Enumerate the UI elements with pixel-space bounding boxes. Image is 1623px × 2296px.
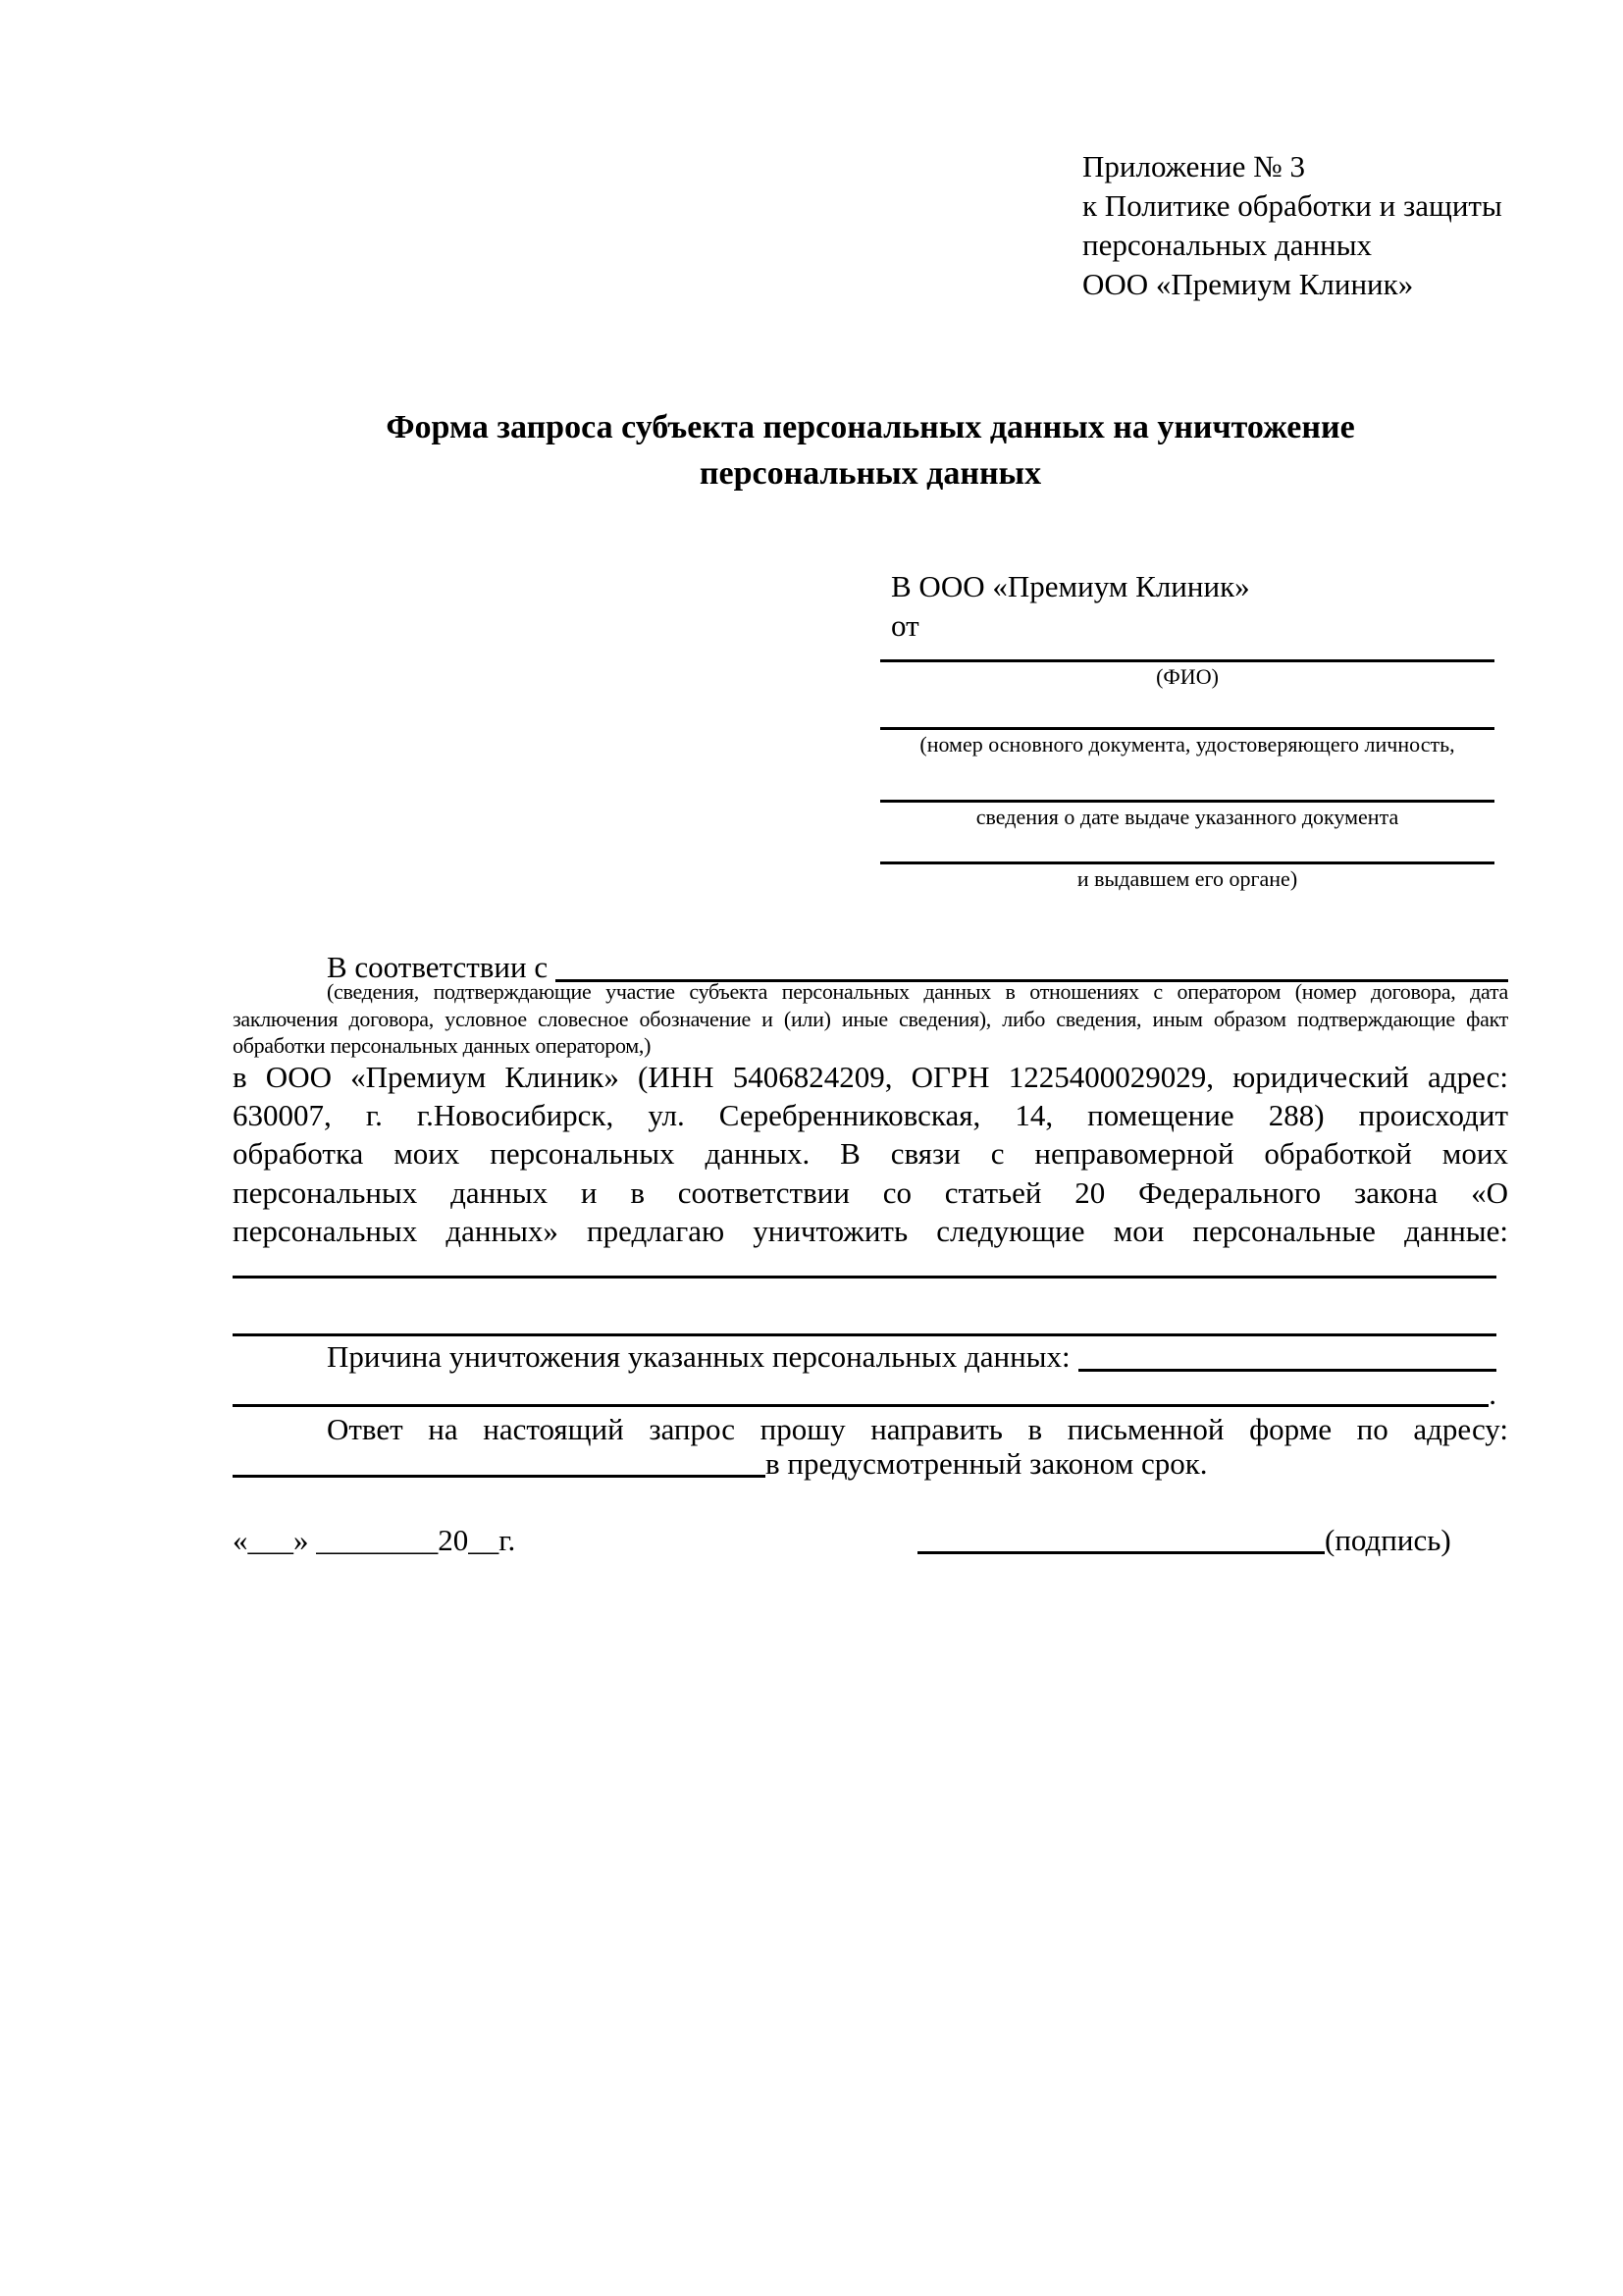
reason-fill-line <box>1078 1337 1496 1372</box>
doc-issuer-field-caption: и выдавшем его органе) <box>1076 866 1298 891</box>
appendix-line: к Политике обработки и защиты <box>1082 188 1502 223</box>
fine-print-line: (сведения, подтверждающие участие субъекта персональных данных в отношениях с оператором (номер договора, дата <box>327 979 1508 1004</box>
doc-issuer-field-line <box>880 861 1494 892</box>
accordance-fill-line <box>555 948 1508 982</box>
data-to-destroy-blank-line <box>233 1333 1496 1336</box>
body-line: персональных данных» предлагаю уничтожить следующие мои персональные данные: <box>233 1213 1508 1248</box>
reason-continuation-line <box>233 1404 1489 1407</box>
appendix-line: ООО «Премиум Клиник» <box>1082 267 1414 301</box>
answer-paragraph-line2 <box>233 1446 1508 1482</box>
addressee-block <box>880 567 1494 891</box>
reason-row <box>233 1337 1496 1377</box>
document-title-line: персональных данных <box>699 455 1042 492</box>
reason-continuation-row <box>233 1378 1496 1411</box>
body-line: персональных данных и в соответствии со статьей 20 Федерального закона «О <box>233 1174 1508 1210</box>
body-line: 630007, г. г.Новосибирск, ул. Серебренниковская, 14, помещение 288) происходит <box>233 1098 1508 1133</box>
answer-paragraph-line1: Ответ на настоящий запрос прошу направить в письменной форме по адресу: <box>327 1412 1508 1446</box>
fio-field-line <box>880 659 1494 690</box>
addressee-from-label: от <box>891 608 919 643</box>
period: . <box>1489 1377 1496 1411</box>
date-placeholder: «___» ________20__г. <box>233 1523 516 1557</box>
body-line: обработка моих персональных данных. В связи с неправомерной обработкой моих <box>233 1136 1508 1172</box>
addressee-to: В ООО «Премиум Клиник» <box>891 569 1250 603</box>
appendix-block <box>1082 147 1573 304</box>
reason-label: Причина уничтожения указанных персональных данных: <box>327 1339 1071 1374</box>
answer-suffix: в предусмотренный законом срок. <box>765 1446 1208 1481</box>
appendix-line: персональных данных <box>1082 228 1373 262</box>
document-title-line: Форма запроса субъекта персональных данных на уничтожение <box>386 409 1355 445</box>
address-fill-line <box>233 1475 765 1478</box>
fio-field-caption: (ФИО) <box>1156 664 1219 689</box>
signature-row <box>917 1521 1451 1560</box>
appendix-line: Приложение № 3 <box>1082 149 1305 183</box>
fine-print-line: обработки персональных данных оператором,) <box>233 1033 652 1058</box>
body-line: в ООО «Премиум Клиник» (ИНН 5406824209, ОГРН 1225400029029, юридический адрес: <box>233 1060 1508 1094</box>
body-paragraph <box>233 1058 1508 1250</box>
signature-line <box>917 1551 1325 1554</box>
doc-number-field-line <box>880 727 1494 757</box>
doc-issue-date-field-caption: сведения о дате выдаче указанного документа <box>975 805 1399 829</box>
fine-print-note <box>233 978 1508 1060</box>
doc-issue-date-field-line <box>880 800 1494 830</box>
signature-caption: (подпись) <box>1325 1523 1451 1557</box>
doc-number-field-caption: (номер основного документа, удостоверяющего личность, <box>919 732 1455 757</box>
accordance-lead: В соответствии с <box>327 950 549 984</box>
data-to-destroy-blank-line <box>233 1276 1496 1278</box>
fine-print-line: заключения договора, условное словесное обозначение и (или) иные сведения), либо сведения, иным образом подтверждающие факт <box>233 1006 1508 1031</box>
document-title <box>233 404 1508 496</box>
